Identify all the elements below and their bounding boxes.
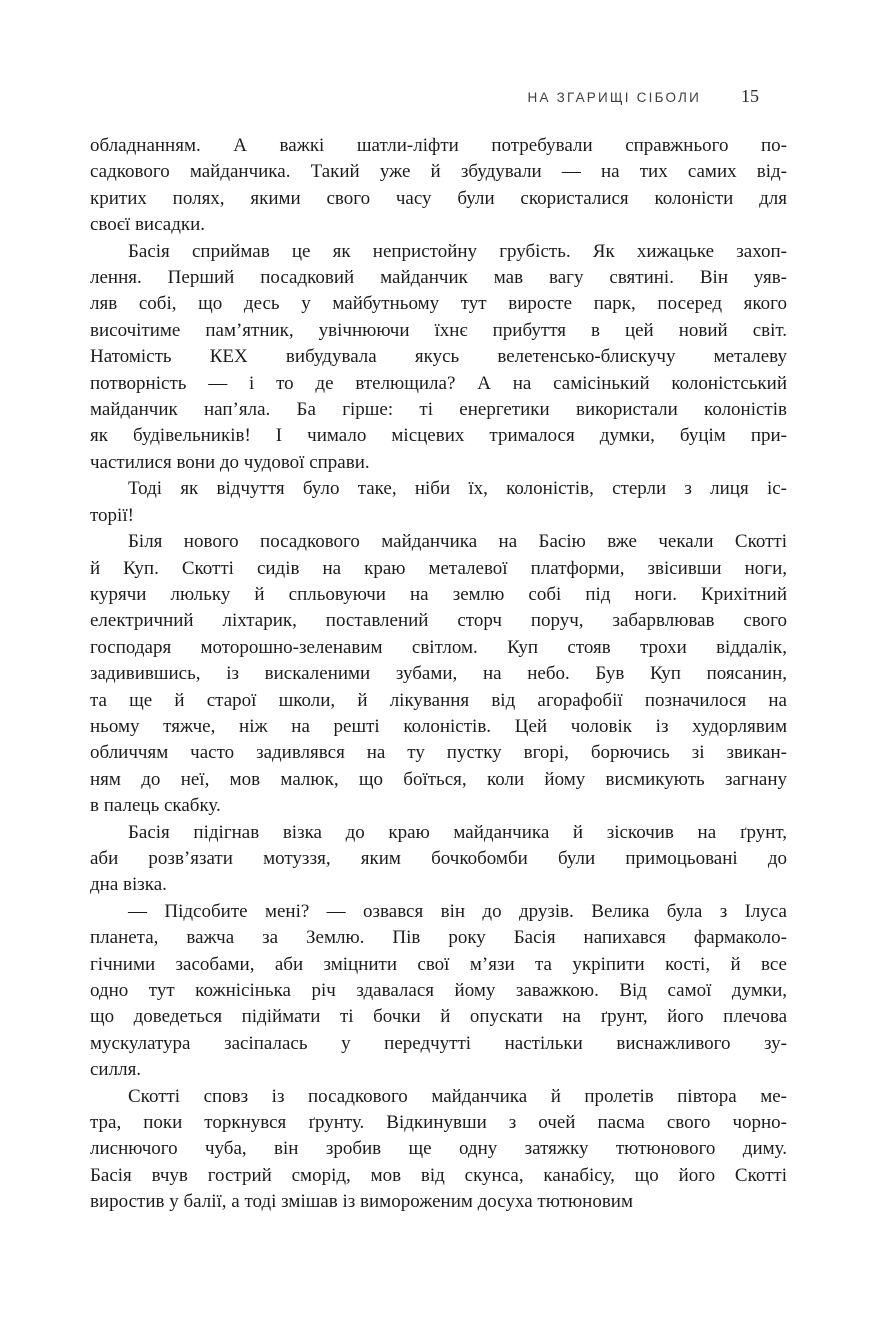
text-line: аби розв’язати мотуззя, яким бочкобомби були примоцьовані до [90, 847, 787, 869]
text-line: виростив у балії, а тоді змішав із вимороженим досуха тютюновим [90, 1191, 633, 1213]
text-line: лиснючого чуба, він зробив ще одну затяжку тютюнового диму. [90, 1138, 787, 1160]
paragraph [90, 239, 787, 477]
paragraph [90, 1084, 787, 1216]
text-line: Біля нового посадкового майданчика на Басію вже чекали Скотті [128, 531, 787, 553]
text-line: гічними засобами, аби зміцнити свої м’язи та укріпити кості, й все [90, 953, 787, 975]
paragraph [90, 529, 787, 819]
text-line: мускулатура засіпалась у передчутті настільки виснажливого зу- [90, 1032, 787, 1054]
text-line: ляв собі, що десь у майбутньому тут виросте парк, посеред якого [90, 293, 787, 315]
text-line: обличчям часто задивлявся на ту пустку вгорі, борючись зі звикан- [90, 742, 787, 764]
text-line: планета, важча за Землю. Пів року Басія напихався фармаколо- [90, 927, 787, 949]
text-line: — Підсобите мені? — озвався він до друзів. Велика була з Ілуса [128, 900, 787, 922]
text-line: дна візка. [90, 874, 167, 896]
text-line: й Куп. Скотті сидів на краю металевої платформи, звісивши ноги, [90, 557, 787, 579]
text-line: одно тут кожнісінька річ здавалася йому заважкою. Від самої думки, [90, 980, 787, 1001]
text-line: в палець скабку. [90, 795, 221, 817]
text-line: що доведеться підіймати ті бочки й опускати на ґрунт, його плечова [90, 1006, 787, 1028]
text-line: Скотті сповз із посадкового майданчика й пролетів півтора ме- [128, 1085, 787, 1107]
text-line: критих полях, якими свого часу були скористалися колоністи для [90, 187, 787, 209]
text-line: силля. [90, 1059, 142, 1081]
text-line: Тоді як відчуття було таке, ніби їх, колоністів, стерли з лиця іс- [128, 478, 787, 500]
page-number: 15 [741, 86, 759, 106]
text-line: садкового майданчика. Такий уже й збудували — на тих самих від- [90, 161, 787, 183]
text-line: обладнанням. А важкі шатли-ліфти потребували справжнього по- [90, 135, 787, 156]
text-line: електричний ліхтарик, поставлений сторч поруч, забарвлював свого [90, 610, 787, 632]
text-line: ням до неї, мов малюк, що боїться, коли йому висмикують загнану [90, 768, 787, 790]
text-line: як будівельників! І чимало місцевих трималося думки, буцім при- [90, 425, 787, 447]
text-line: Натомість КЕХ вибудувала якусь велетенсько-блискучу металеву [90, 346, 787, 368]
text-line: ньому тяжче, ніж на решті колоністів. Цей чоловік із худорлявим [90, 715, 787, 737]
page-header [90, 86, 787, 107]
text-line: своєї висадки. [90, 214, 206, 236]
text-line: Басія вчув гострий сморід, мов від скунса, канабісу, що його Скотті [90, 1164, 787, 1186]
page-body [90, 133, 787, 1216]
paragraph [90, 133, 787, 239]
text-line: потворність — і то де втелющила? А на самісінький колоністський [90, 372, 787, 394]
running-title: НА ЗГАРИЩІ СІБОЛИ [527, 90, 701, 105]
text-line: височітиме пам’ятник, увічнюючи їхнє прибуття в цей новий світ. [90, 319, 787, 341]
text-line: задивившись, із вискаленими зубами, на небо. Був Куп поясанин, [90, 663, 787, 685]
text-line: курячи люльку й спльовуючи на землю собі під ноги. Крихітний [90, 583, 787, 605]
text-line: торії! [90, 504, 134, 526]
paragraph [90, 899, 787, 1084]
text-line: Басія підігнав візка до краю майданчика й зіскочив на ґрунт, [128, 821, 787, 843]
text-line: Басія сприймав це як непристойну грубість. Як хижацьке захоп- [128, 240, 787, 262]
text-line: господаря моторошно-зеленавим світлом. Куп стояв трохи віддалік, [90, 636, 787, 658]
text-line: тра, поки торкнувся ґрунту. Відкинувши з очей пасма свого чорно- [90, 1112, 787, 1134]
paragraph [90, 820, 787, 899]
paragraph [90, 476, 787, 529]
text-line: лення. Перший посадковий майданчик мав вагу святині. Він уяв- [90, 267, 787, 289]
text-line: майданчик нап’яла. Ба гірше: ті енергетики використали колоністів [90, 399, 787, 421]
text-line: частилися вони до чудової справи. [90, 451, 370, 473]
text-line: та ще й старої школи, й лікування від агорафобії позначилося на [90, 689, 787, 711]
